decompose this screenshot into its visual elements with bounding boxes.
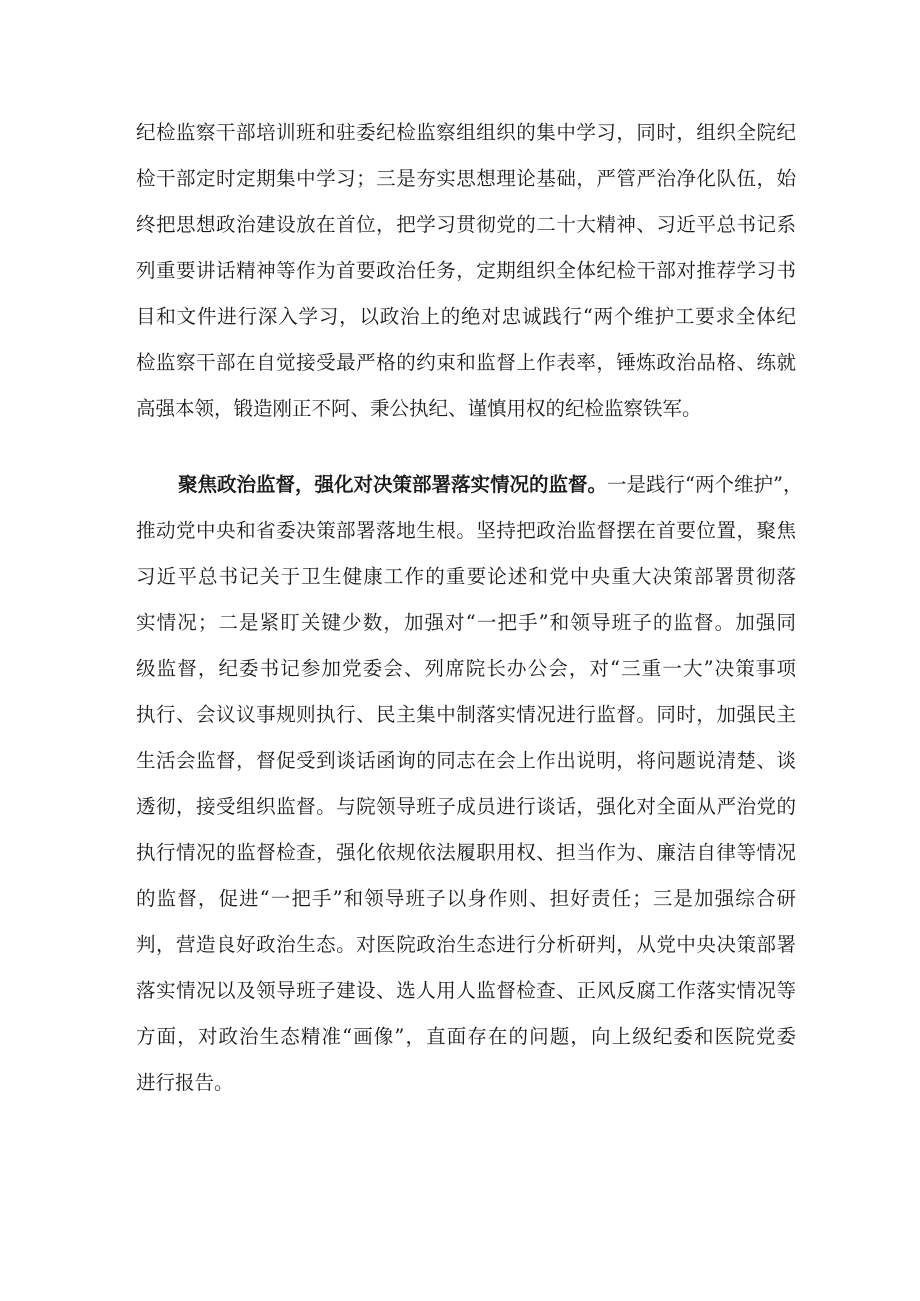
paragraph-2-line-10: 的监督，促进“一把手”和领导班子以身作则、担好责任；三是加强综合研 (136, 887, 796, 910)
paragraph-1-line-4: 列重要讲话精神等作为首要政治任务，定期组织全体纪检干部对推荐学习书 (136, 259, 796, 282)
paragraph-2-line-1-rest: 一是践行“两个维护”， (607, 473, 803, 496)
paragraph-2-line-5: 级监督，纪委书记参加党委会、列席院长办公会，对“三重一大”决策事项 (136, 657, 796, 680)
paragraph-1-line-1: 纪检监察干部培训班和驻委纪检监察组组织的集中学习，同时，组织全院纪 (136, 121, 796, 144)
paragraph-2-line-6: 执行、会议议事规则执行、民主集中制落实情况进行监督。同时，加强民主 (136, 703, 796, 726)
paragraph-2-line-3: 习近平总书记关于卫生健康工作的重要论述和党中央重大决策部署贯彻落 (136, 565, 796, 588)
paragraph-1-line-7: 高强本领，锻造刚正不阿、秉公执纪、谨慎用权的纪检监察铁军。 (136, 397, 702, 420)
paragraph-2-line-11: 判，营造良好政治生态。对医院政治生态进行分析研判，从党中央决策部署 (136, 933, 796, 956)
paragraph-2-line-8: 透彻，接受组织监督。与院领导班子成员进行谈话，强化对全面从严治党的 (136, 795, 796, 818)
paragraph-2-line-4: 实情况；二是紧盯关键少数，加强对“一把手”和领导班子的监督。加强同 (136, 611, 796, 634)
paragraph-1-line-6: 检监察干部在自觉接受最严格的约束和监督上作表率，锤炼政治品格、练就 (136, 351, 796, 374)
paragraph-2-line-2: 推动党中央和省委决策部署落地生根。坚持把政治监督摆在首要位置，聚焦 (136, 519, 796, 542)
paragraph-2-line-14: 进行报告。 (136, 1071, 234, 1094)
paragraph-2-line-9: 执行情况的监督检查，强化依规依法履职用权、担当作为、廉洁自律等情况 (136, 841, 796, 864)
paragraph-2-line-1 (178, 473, 803, 497)
paragraph-1-line-2: 检干部定时定期集中学习；三是夯实思想理论基础，严管严治净化队伍，始 (136, 167, 796, 190)
paragraph-2-line-13: 方面，对政治生态精准“画像”，直面存在的问题，向上级纪委和医院党委 (136, 1025, 796, 1048)
paragraph-2-line-7: 生活会监督，督促受到谈话函询的同志在会上作出说明，将问题说清楚、谈 (136, 749, 796, 772)
paragraph-1-line-5: 目和文件进行深入学习，以政治上的绝对忠诚践行“两个维护工要求全体纪 (136, 305, 796, 328)
paragraph-2-heading: 聚焦政治监督，强化对决策部署落实情况的监督。 (178, 473, 608, 496)
paragraph-2-line-12: 落实情况以及领导班子建设、选人用人监督检查、正风反腐工作落实情况等 (136, 979, 796, 1002)
paragraph-1-line-3: 终把思想政治建设放在首位，把学习贯彻党的二十大精神、习近平总书记系 (136, 213, 796, 236)
